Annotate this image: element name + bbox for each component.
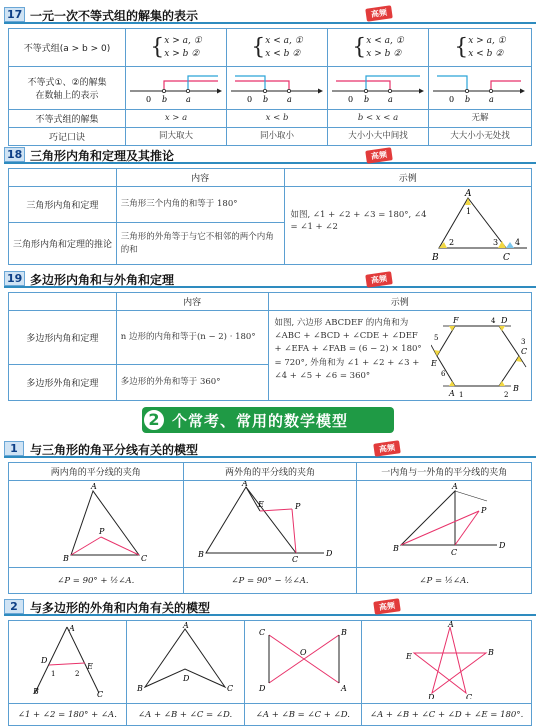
angle-label-1: 1: [51, 670, 56, 678]
vertex-label-a: A: [452, 482, 459, 491]
system-line: x > b ②: [164, 48, 200, 59]
angle-label-2: 2: [503, 391, 508, 398]
vertex-label-a: A: [448, 621, 455, 629]
vertex-label-a: A: [241, 481, 248, 488]
vertex-label-c: C: [141, 554, 148, 563]
theorem-content: 三角形三个内角的和等于 180°: [116, 187, 284, 223]
theorem-label: 三角形内角和定理: [9, 187, 117, 223]
solution-cell: x > a: [126, 110, 227, 128]
model-figure-cell: [362, 621, 532, 704]
vertex-label-c: C: [226, 684, 233, 693]
solution-cell: b < x < a: [328, 110, 429, 128]
blank-header: [9, 293, 117, 311]
vertex-label-b: B: [393, 544, 400, 553]
vertex-label-c: C: [502, 253, 510, 263]
angle-label-1: 1: [465, 207, 471, 216]
mixed-bisectors-diagram: [357, 481, 529, 563]
vertex-label-b: B: [63, 554, 69, 563]
axis-label-b: b: [465, 95, 471, 104]
model-number: 2: [4, 599, 24, 614]
interior-bisectors-diagram: [9, 481, 181, 563]
vertex-label-b: B: [512, 384, 519, 393]
number-line-cell: [429, 67, 532, 110]
blank-header: [9, 169, 117, 187]
vertex-label-b: B: [488, 648, 495, 657]
angle-label-4: 4: [514, 238, 520, 247]
model-formula: ∠A + ∠B + ∠C = ∠D.: [126, 704, 244, 726]
triangle-exterior-angle-diagram: [431, 188, 531, 264]
point-label-e: E: [87, 662, 93, 671]
solution-cell: 无解: [429, 110, 532, 128]
model-formula: ∠A + ∠B + ∠C + ∠D + ∠E = 180°.: [362, 704, 532, 726]
axis-row-label: [9, 67, 126, 110]
vertex-label-b: B: [136, 684, 143, 693]
example-cell: [284, 187, 532, 265]
vertex-label-c: C: [258, 628, 265, 637]
system-cell: { x < a, ① x > b ②: [328, 29, 429, 67]
rhyme-cell: 大大小小无处找: [429, 128, 532, 146]
content-header: 内容: [116, 293, 268, 311]
model-formula: ∠1 + ∠2 = 180° + ∠A.: [9, 704, 127, 726]
axis-label-zero: 0: [146, 95, 152, 104]
model-title: 与多边形的外角和内角有关的模型: [30, 601, 211, 615]
models-banner: [142, 407, 394, 433]
bisector-model-table: [8, 462, 532, 594]
rhyme-cell: 同大取大: [126, 128, 227, 146]
rhyme-cell: 大小小大中间找: [328, 128, 429, 146]
cut-triangle-diagram: [9, 621, 125, 699]
content-header: 内容: [116, 169, 284, 187]
axis-label-a: a: [287, 95, 292, 104]
system-line: x > a, ①: [468, 36, 506, 47]
system-row-label: 不等式组(a > b > 0): [9, 29, 126, 67]
section-title: 一元一次不等式组的解集的表示: [30, 9, 199, 23]
example-text: 如图, 六边形 ABCDEF 的内角和为 ∠ABC + ∠BCD + ∠CDE + ∠DEF + ∠EFA + ∠FAB = (6 − 2) × 180° = 720°, 外角和为 ∠1 + ∠2 + ∠3 + ∠4 + ∠5 + ∠6 = 360°: [274, 318, 422, 381]
model-figure-cell: [244, 621, 362, 704]
number-line-cell: [328, 67, 429, 110]
point-label-p: P: [294, 502, 300, 511]
section-title: 多边形内角和与外角和定理: [30, 273, 175, 287]
corollary-label: 三角形内角和定理的推论: [9, 223, 117, 265]
high-frequency-badge: 高频: [365, 5, 393, 21]
crossed-segments-diagram: [245, 621, 361, 699]
angle-label-2: 2: [75, 670, 80, 678]
dart-diagram: [127, 621, 243, 699]
model-header: 一内角与一外角的平分线的夹角: [357, 463, 532, 481]
axis-row-label-line1: 不等式①、②的解集: [27, 78, 107, 88]
rhyme-cell: 同小取小: [227, 128, 328, 146]
model-header: 两外角的平分线的夹角: [183, 463, 357, 481]
solution-row-label: 不等式组的解集: [9, 110, 126, 128]
vertex-label-c: C: [520, 347, 527, 356]
section-19-header: [4, 270, 536, 288]
banner-number: 2: [142, 408, 166, 432]
number-line-cell: [126, 67, 227, 110]
vertex-label-f: F: [452, 316, 459, 325]
axis-label-b: b: [162, 95, 168, 104]
point-label-d: D: [325, 549, 333, 558]
model-formula: ∠A + ∠B = ∠C + ∠D.: [244, 704, 362, 726]
section-title: 三角形内角和定理及其推论: [30, 149, 175, 163]
model-number: 1: [4, 441, 24, 456]
model-figure-cell: [9, 481, 184, 568]
vertex-label-a: A: [69, 624, 75, 633]
section-number: 17: [4, 7, 25, 22]
vertex-label-a: A: [340, 684, 347, 693]
example-header: 示例: [284, 169, 532, 187]
vertex-label-a: A: [448, 389, 455, 398]
system-line: x > b ②: [366, 48, 402, 59]
vertex-label-e: E: [430, 359, 437, 368]
rhyme-row-label: 巧记口诀: [9, 128, 126, 146]
point-label-p: P: [481, 506, 487, 515]
vertex-label-d: D: [182, 674, 190, 683]
inequality-system-table: [8, 28, 532, 146]
vertex-label-c: C: [466, 693, 473, 699]
system-cell: { x > a, ① x > b ②: [126, 29, 227, 67]
solution-cell: x < b: [227, 110, 328, 128]
example-cell: [268, 311, 531, 401]
model-header: 两内角的平分线的夹角: [9, 463, 184, 481]
vertex-label-a: A: [91, 482, 97, 491]
point-label-d: D: [499, 541, 506, 550]
corollary-content: 三角形的外角等于与它不相邻的两个内角的和: [116, 223, 284, 265]
vertex-label-d: D: [258, 684, 265, 693]
axis-label-b: b: [263, 95, 269, 104]
hexagon-exterior-angle-diagram: [431, 314, 531, 398]
vertex-label-c: C: [97, 690, 104, 699]
model-formula: ∠P = 90° − ½∠A.: [183, 568, 357, 594]
high-frequency-badge: 高频: [373, 440, 401, 456]
high-frequency-badge: 高频: [373, 598, 401, 614]
section-17-header: [4, 6, 536, 24]
polygon-angle-table: [8, 292, 532, 401]
system-line: x > a, ①: [164, 36, 202, 47]
system-line: x < b ②: [265, 48, 301, 59]
axis-label-a: a: [489, 95, 494, 104]
point-label-o: O: [299, 648, 307, 657]
point-label-d: D: [41, 656, 48, 665]
example-text: 如图, ∠1 + ∠2 + ∠3 = 180°, ∠4 = ∠1 + ∠2: [290, 210, 427, 233]
exterior-theorem-label: 多边形外角和定理: [9, 365, 117, 401]
vertex-label-c: C: [451, 548, 458, 557]
pentagram-diagram: [362, 621, 530, 699]
angle-label-4: 4: [490, 317, 495, 325]
axis-row-label-line2: 在数轴上的表示: [35, 91, 99, 101]
axis-label-a: a: [388, 95, 393, 104]
axis-label-b: b: [364, 95, 370, 104]
section-number: 18: [4, 147, 25, 162]
triangle-angle-table: [8, 168, 532, 265]
axis-label-zero: 0: [348, 95, 354, 104]
exterior-bisectors-diagram: [184, 481, 356, 563]
vertex-label-b: B: [431, 253, 439, 263]
example-header: 示例: [268, 293, 531, 311]
number-line-diagram: [328, 67, 428, 105]
point-label-p: P: [99, 527, 105, 536]
model-formula: ∠P = 90° + ½∠A.: [9, 568, 184, 594]
model-figure-cell: [9, 621, 127, 704]
angle-label-2: 2: [448, 238, 454, 247]
model-title: 与三角形的角平分线有关的模型: [30, 443, 199, 457]
vertex-label-e: E: [406, 652, 413, 661]
system-cell: { x > a, ① x < b ②: [429, 29, 532, 67]
axis-label-zero: 0: [449, 95, 455, 104]
angle-label-1: 1: [458, 391, 463, 398]
banner-title: 个常考、常用的数学模型: [172, 412, 349, 430]
vertex-label-c: C: [291, 555, 298, 563]
model-2-header: [4, 598, 536, 616]
polygon-angle-model-table: [8, 620, 532, 726]
high-frequency-badge: 高频: [365, 271, 393, 287]
vertex-label-a: A: [464, 189, 471, 199]
number-line-cell: [227, 67, 328, 110]
vertex-label-b: B: [340, 628, 347, 637]
angle-label-5: 5: [433, 334, 438, 342]
number-line-diagram: [126, 67, 226, 105]
point-label-e: E: [257, 500, 264, 509]
number-line-diagram: [429, 67, 529, 105]
model-figure-cell: [126, 621, 244, 704]
system-cell: { x < a, ① x < b ②: [227, 29, 328, 67]
model-1-header: [4, 440, 536, 458]
model-figure-cell: [357, 481, 532, 568]
model-figure-cell: [183, 481, 357, 568]
system-line: x < a, ①: [265, 36, 303, 47]
high-frequency-badge: 高频: [365, 147, 393, 163]
section-number: 19: [4, 271, 25, 286]
angle-label-3: 3: [520, 338, 525, 346]
system-line: x < a, ①: [366, 36, 404, 47]
vertex-label-b: B: [197, 550, 204, 559]
exterior-theorem-content: 多边形的外角和等于 360°: [116, 365, 268, 401]
system-line: x < b ②: [468, 48, 504, 59]
interior-theorem-content: n 边形的内角和等于(n − 2) · 180°: [116, 311, 268, 365]
vertex-label-d: D: [500, 316, 507, 325]
vertex-label-b: B: [33, 687, 39, 696]
number-line-diagram: [227, 67, 327, 105]
vertex-label-a: A: [182, 621, 189, 630]
model-formula: ∠P = ½∠A.: [357, 568, 532, 594]
axis-label-a: a: [186, 95, 191, 104]
section-18-header: [4, 146, 536, 164]
axis-label-zero: 0: [247, 95, 253, 104]
angle-label-3: 3: [492, 238, 498, 247]
interior-theorem-label: 多边形内角和定理: [9, 311, 117, 365]
vertex-label-d: D: [428, 693, 435, 699]
angle-label-6: 6: [440, 370, 445, 378]
